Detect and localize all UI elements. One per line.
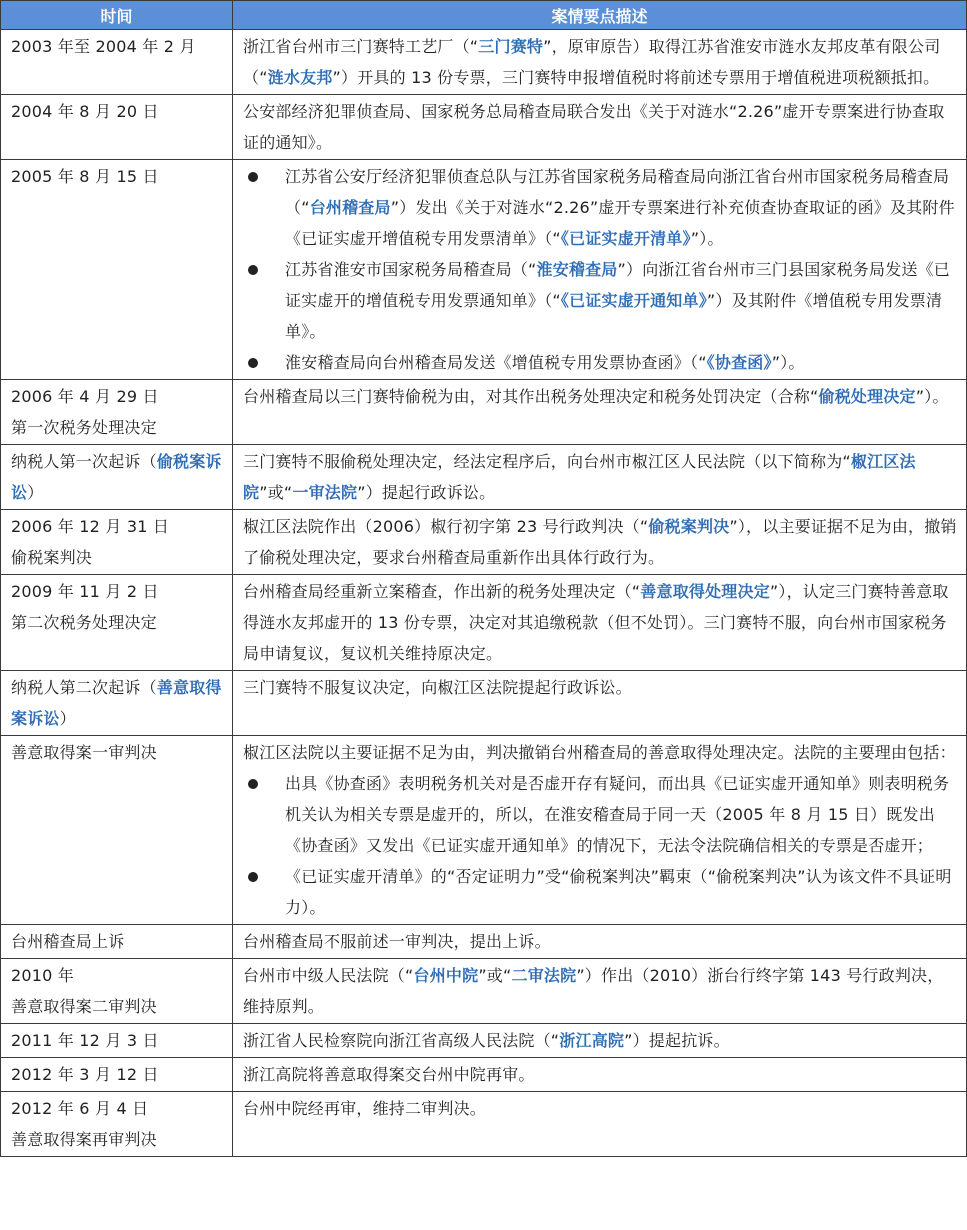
bullet-item xyxy=(243,768,958,861)
bullet-item xyxy=(243,254,958,347)
text-run: 江苏省淮安市国家税务局稽查局（“ xyxy=(285,260,537,279)
text-run: 三门赛特不服复议决定，向椒江区法院提起行政诉讼。 xyxy=(243,678,632,697)
table-row xyxy=(1,736,967,925)
highlighted-term: 三门赛特 xyxy=(478,37,544,56)
time-label: 2012 年 3 月 12 日 xyxy=(11,1065,159,1084)
description-text xyxy=(243,1093,958,1124)
text-run: 出具《协查函》表明税务机关对是否虚开存有疑问，而出具《已证实虚开通知单》则表明税务机关认为相关专票是虚开的，所以，在淮安稽查局于同一天（2005 年 8 月 15 日）既发出《协查函》又发出《已证实虚开通知单》的情况下，无法令法院确信相关的专票是否虚开； xyxy=(285,774,950,855)
text-run: ”），认定三门赛特善意取得涟水友邦虚开的 13 份专票，决定对其追缴税款（但不处罚）。三门赛特不服，向台州市国家税务局申请复议，复议机关维持原决定。 xyxy=(243,582,949,663)
text-run: 浙江省人民检察院向浙江省高级人民法院（“ xyxy=(243,1031,560,1050)
table-row xyxy=(1,95,967,160)
description-text xyxy=(243,960,958,1022)
text-run: 台州稽查局以三门赛特偷税为由，对其作出税务处理决定和税务处罚决定（合称“ xyxy=(243,387,819,406)
description-text xyxy=(243,737,958,768)
description-cell xyxy=(233,736,967,925)
table-row xyxy=(1,959,967,1024)
text-run: 台州稽查局不服前述一审判决，提出上诉。 xyxy=(243,932,551,951)
time-label: 2004 年 8 月 20 日 xyxy=(11,102,159,121)
header-time: 时间 xyxy=(1,1,233,30)
time-cell xyxy=(1,445,233,510)
description-text xyxy=(243,926,958,957)
event-label: 善意取得案二审判决 xyxy=(11,997,157,1016)
time-label: 2006 年 12 月 31 日 xyxy=(11,517,170,536)
time-cell xyxy=(1,160,233,380)
time-label: 善意取得案一审判决 xyxy=(11,743,157,762)
description-cell xyxy=(233,671,967,736)
text-run: 浙江高院将善意取得案交台州中院再审。 xyxy=(243,1065,535,1084)
description-cell xyxy=(233,30,967,95)
highlighted-term: 《已证实虚开清单》 xyxy=(560,229,691,248)
highlighted-term: 浙江高院 xyxy=(559,1031,625,1050)
description-text xyxy=(243,576,958,669)
time-label: 2012 年 6 月 4 日 xyxy=(11,1099,149,1118)
description-cell xyxy=(233,445,967,510)
text-run: ”）。 xyxy=(771,353,805,372)
header-description: 案情要点描述 xyxy=(233,1,967,30)
text-run: 三门赛特不服偷税处理决定，经法定程序后，向台州市椒江区人民法院（以下简称为“ xyxy=(243,452,851,471)
description-text xyxy=(243,381,958,412)
table-row xyxy=(1,1092,967,1157)
description-text xyxy=(243,1025,958,1056)
text-run: ”或“ xyxy=(259,483,293,502)
time-cell xyxy=(1,736,233,925)
event-label: 善意取得案再审判决 xyxy=(11,1130,157,1149)
highlighted-term: 一审法院 xyxy=(292,483,358,502)
time-cell xyxy=(1,959,233,1024)
time-label: 2009 年 11 月 2 日 xyxy=(11,582,159,601)
table-header-row xyxy=(1,1,967,30)
description-cell xyxy=(233,1092,967,1157)
text-run: ”）提起行政诉讼。 xyxy=(357,483,496,502)
bullet-list xyxy=(243,768,958,923)
bullet-item xyxy=(243,347,958,378)
text-run: ”）向浙江省台州市三门县国家税务局发送《已证实虚开的增值税专用发票通知单》（“ xyxy=(285,260,951,310)
text-run: 淮安稽查局向台州稽查局发送《增值税专用发票协查函》（“ xyxy=(285,353,707,372)
highlighted-term: 偷税案判决 xyxy=(648,517,730,536)
description-cell xyxy=(233,925,967,959)
description-cell xyxy=(233,95,967,160)
time-label: 2006 年 4 月 29 日 xyxy=(11,387,159,406)
text-run: 纳税人第二次起诉（ xyxy=(11,678,157,697)
highlighted-term: 台州稽查局 xyxy=(309,198,391,217)
highlighted-term: 《已证实虚开通知单》 xyxy=(560,291,707,310)
table-body xyxy=(1,30,967,1157)
time-cell xyxy=(1,1024,233,1058)
table-row xyxy=(1,575,967,671)
highlighted-term: 善意取得案诉讼 xyxy=(11,678,222,728)
highlighted-term: 偷税处理决定 xyxy=(818,387,916,406)
text-run: 台州市中级人民法院（“ xyxy=(243,966,414,985)
time-label: 2010 年 xyxy=(11,966,75,985)
table-row xyxy=(1,445,967,510)
text-run: 椒江区法院作出（2006）椒行初字第 23 号行政判决（“ xyxy=(243,517,649,536)
text-run: ”）开具的 13 份专票，三门赛特申报增值税时将前述专票用于增值税进项税额抵扣。 xyxy=(332,68,940,87)
text-run: 台州稽查局经重新立案稽查，作出新的税务处理决定（“ xyxy=(243,582,641,601)
highlighted-term: 淮安稽查局 xyxy=(536,260,618,279)
highlighted-term: 《协查函》 xyxy=(706,353,772,372)
text-run: ） xyxy=(59,709,76,728)
time-label: 2005 年 8 月 15 日 xyxy=(11,167,159,186)
description-text xyxy=(243,446,958,508)
description-cell xyxy=(233,575,967,671)
text-run: ”）发出《关于对涟水“2.26”虚开专票案进行补充侦查协查取证的函》及其附件《已证实虚开增值税专用发票清单》（“ xyxy=(285,198,955,248)
text-run: 纳税人第一次起诉（ xyxy=(11,452,157,471)
time-cell xyxy=(1,380,233,445)
text-run: ”，原审原告）取得江苏省淮安市涟水友邦皮革有限公司（“ xyxy=(243,37,941,87)
time-cell xyxy=(1,925,233,959)
description-text xyxy=(243,31,958,93)
event-label: 第二次税务处理决定 xyxy=(11,613,157,632)
text-run: ”），以主要证据不足为由，撤销了偷税处理决定，要求台州稽查局重新作出具体行政行为。 xyxy=(243,517,957,567)
time-label: 2003 年至 2004 年 2 月 xyxy=(11,37,196,56)
time-label: 台州稽查局上诉 xyxy=(11,932,125,951)
text-run: ”）提起抗诉。 xyxy=(624,1031,730,1050)
table-row xyxy=(1,1058,967,1092)
highlighted-term: 偷税案诉讼 xyxy=(11,452,222,502)
event-label: 第一次税务处理决定 xyxy=(11,418,157,437)
description-cell xyxy=(233,1058,967,1092)
description-cell xyxy=(233,380,967,445)
description-cell xyxy=(233,959,967,1024)
text-run: 台州中院经再审，维持二审判决。 xyxy=(243,1099,487,1118)
description-text xyxy=(243,511,958,573)
highlighted-term: 二审法院 xyxy=(511,966,577,985)
table-row xyxy=(1,671,967,736)
time-cell xyxy=(1,510,233,575)
text-run: 《已证实虚开清单》的“否定证明力”受“偷税案判决”羁束（“偷税案判决”认为该文件不具证明力）。 xyxy=(285,867,952,917)
time-cell xyxy=(1,575,233,671)
text-run: 浙江省台州市三门赛特工艺厂（“ xyxy=(243,37,479,56)
bullet-list xyxy=(243,161,958,378)
bullet-item xyxy=(243,161,958,254)
time-label: 2011 年 12 月 3 日 xyxy=(11,1031,159,1050)
text-run: 江苏省公安厅经济犯罪侦查总队与江苏省国家税务局稽查局向浙江省台州市国家税务局稽查局（“ xyxy=(285,167,950,217)
highlighted-term: 台州中院 xyxy=(413,966,479,985)
time-cell xyxy=(1,1092,233,1157)
description-text xyxy=(243,1059,958,1090)
bullet-item xyxy=(243,861,958,923)
description-cell xyxy=(233,1024,967,1058)
description-text xyxy=(243,672,958,703)
highlighted-term: 椒江区法院 xyxy=(243,452,916,502)
highlighted-term: 涟水友邦 xyxy=(267,68,333,87)
time-cell xyxy=(1,671,233,736)
table-row xyxy=(1,160,967,380)
text-run: ） xyxy=(27,483,44,502)
table-row xyxy=(1,30,967,95)
text-run: 椒江区法院以主要证据不足为由，判决撤销台州稽查局的善意取得处理决定。法院的主要理由包括： xyxy=(243,743,956,762)
text-run: ”）。 xyxy=(690,229,724,248)
time-cell xyxy=(1,1058,233,1092)
time-cell xyxy=(1,30,233,95)
table-row xyxy=(1,925,967,959)
table-row xyxy=(1,1024,967,1058)
description-text xyxy=(243,96,958,158)
time-cell xyxy=(1,95,233,160)
text-run: 公安部经济犯罪侦查局、国家税务总局稽查局联合发出《关于对涟水“2.26”虚开专票案进行协查取证的通知》。 xyxy=(243,102,945,152)
table-row xyxy=(1,380,967,445)
text-run: ”或“ xyxy=(478,966,512,985)
text-run: ”）作出（2010）浙台行终字第 143 号行政判决，维持原判。 xyxy=(243,966,944,1016)
text-run: ”）。 xyxy=(915,387,949,406)
event-label: 偷税案判决 xyxy=(11,548,93,567)
description-cell xyxy=(233,160,967,380)
description-cell xyxy=(233,510,967,575)
table-row xyxy=(1,510,967,575)
highlighted-term: 善意取得处理决定 xyxy=(640,582,770,601)
text-run: ”）及其附件《增值税专用发票清单》。 xyxy=(285,291,943,341)
